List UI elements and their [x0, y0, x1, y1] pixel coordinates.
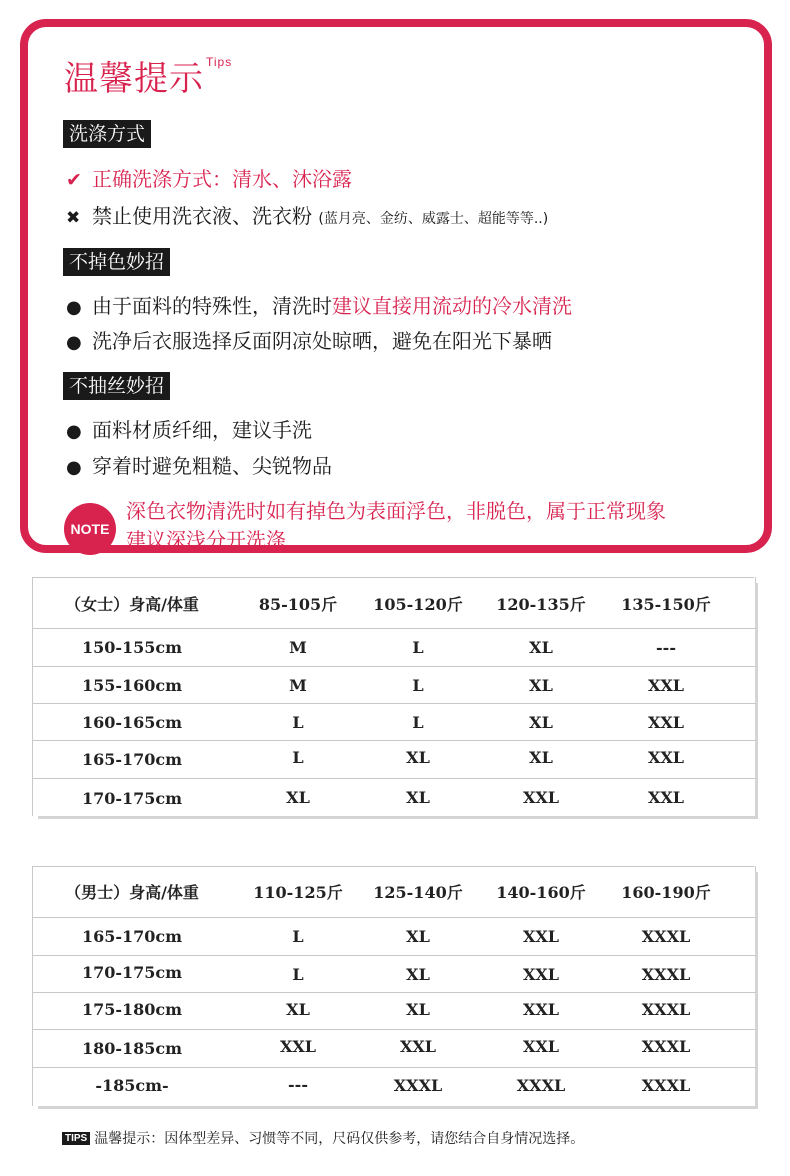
table-cell: XL: [406, 788, 430, 807]
table-row: [32, 1030, 756, 1068]
header-cell: （女士）身高/体重: [65, 595, 199, 614]
table-cell: ---: [288, 1075, 308, 1094]
header-cell: 110-125斤: [253, 883, 343, 902]
table-cell: XXL: [522, 965, 560, 984]
table-cell: L: [292, 713, 304, 732]
table-cell: XXL: [522, 1000, 560, 1019]
table-shadow: [38, 1106, 758, 1109]
table-row: [32, 918, 756, 956]
wash-correct-text: 正确洗涤方式：清水、沐浴露: [92, 167, 352, 191]
table-cell: L: [292, 965, 304, 984]
table-cell: XXXL: [641, 965, 691, 984]
table-cell: 175-180cm: [81, 1000, 183, 1019]
table-cell: XXL: [522, 1037, 560, 1056]
table-cell: XXL: [522, 927, 560, 946]
wash-forbid-text: 禁止使用洗衣液、洗衣粉: [92, 204, 312, 228]
table-row: [32, 741, 756, 779]
women-header-row: [32, 577, 756, 629]
header-cell: 120-135斤: [496, 595, 586, 614]
header-cell: 140-160斤: [496, 883, 586, 902]
fade-item-2-text: 洗净后衣服选择反面阴凉处晾晒，避免在阳光下暴晒: [92, 329, 552, 353]
women-size-table: [32, 577, 758, 821]
header-cell: 160-190斤: [621, 883, 711, 902]
table-cell: XXXL: [641, 1037, 691, 1056]
table-cell: 165-170cm: [81, 750, 183, 769]
header-cell: 105-120斤: [373, 595, 463, 614]
note-text: [126, 497, 666, 555]
table-cell: XXL: [522, 788, 560, 807]
fade-item-1: [66, 293, 572, 321]
fade-item-1-highlight: 建议直接用流动的冷水清洗: [332, 294, 572, 318]
bullet-icon: ●: [66, 297, 82, 318]
table-row: [32, 1068, 756, 1106]
table-cell: XXXL: [641, 1076, 691, 1095]
note-badge: NOTE: [64, 503, 116, 555]
table-row: [32, 667, 756, 704]
table-cell: XL: [406, 927, 430, 946]
tips-tag: TIPS: [62, 1132, 90, 1145]
table-cell: ---: [656, 638, 676, 657]
table-cell: XXL: [647, 748, 685, 767]
table-cell: M: [289, 676, 307, 695]
table-cell: XL: [406, 748, 430, 767]
table-cell: XXL: [399, 1037, 437, 1056]
table-cell: XL: [529, 676, 553, 695]
table-cell: M: [289, 638, 307, 657]
bullet-icon: ●: [66, 457, 82, 478]
table-cell: XL: [286, 1000, 310, 1019]
header-cell: （男士）身高/体重: [65, 883, 199, 902]
snag-item-1-text: 面料材质纤细，建议手洗: [92, 418, 312, 442]
cross-icon: ✖: [66, 208, 81, 228]
snag-item-1: [66, 417, 312, 445]
tips-card: [20, 19, 772, 553]
table-cell: 170-175cm: [81, 963, 183, 982]
snag-item-2: [66, 453, 332, 481]
table-cell: 170-175cm: [81, 789, 183, 808]
table-row: [32, 704, 756, 741]
note-line-1: 深色衣物清洗时如有掉色为表面浮色，非脱色，属于正常现象: [126, 499, 666, 523]
bullet-icon: ●: [66, 421, 82, 442]
table-cell: XXL: [279, 1037, 317, 1056]
table-cell: 150-155cm: [81, 638, 183, 657]
table-cell: -185cm-: [95, 1076, 169, 1095]
table-row: [32, 629, 756, 667]
table-cell: XL: [529, 713, 553, 732]
table-cell: L: [412, 713, 424, 732]
table-cell: L: [412, 676, 424, 695]
table-row: [32, 956, 756, 993]
table-cell: XXXL: [641, 927, 691, 946]
table-cell: L: [292, 927, 304, 946]
men-header-row: [32, 866, 756, 918]
header-cell: 125-140斤: [373, 883, 463, 902]
table-cell: XXXL: [641, 1000, 691, 1019]
fade-item-1-text: 由于面料的特殊性，清洗时: [92, 294, 332, 318]
footer-note: [62, 1128, 584, 1148]
tips-title-sup: Tips: [206, 55, 233, 69]
table-cell: XL: [406, 965, 430, 984]
table-cell: L: [292, 748, 304, 767]
tips-title: 温馨提示 $^{Tips}$: [64, 55, 233, 99]
wash-forbid-note: (蓝月亮、金纺、威露士、超能等等..): [318, 211, 549, 227]
table-cell: XL: [529, 748, 553, 767]
table-cell: XXXL: [516, 1076, 566, 1095]
table-cell: XL: [529, 638, 553, 657]
header-cell: 85-105斤: [258, 595, 338, 614]
table-cell: 180-185cm: [81, 1039, 183, 1058]
table-row: [32, 779, 756, 816]
fade-item-2: [66, 328, 552, 356]
table-cell: 155-160cm: [81, 676, 183, 695]
wash-section-label: 洗涤方式: [63, 120, 151, 148]
check-icon: ✔: [66, 169, 82, 191]
table-cell: XL: [286, 788, 310, 807]
wash-forbid-row: [66, 203, 548, 232]
table-cell: 165-170cm: [81, 927, 183, 946]
table-cell: XXL: [647, 676, 685, 695]
table-cell: XXL: [647, 713, 685, 732]
table-row: [32, 993, 756, 1030]
snag-section-label: 不抽丝妙招: [63, 372, 170, 400]
table-cell: XL: [406, 1000, 430, 1019]
men-size-table: [32, 866, 758, 1110]
note-line-2: 建议深浅分开洗涤: [126, 528, 286, 552]
bullet-icon: ●: [66, 332, 82, 353]
header-cell: 135-150斤: [621, 595, 711, 614]
table-cell: L: [412, 638, 424, 657]
table-cell: XXXL: [393, 1076, 443, 1095]
table-cell: XXL: [647, 788, 685, 807]
fade-section-label: 不掉色妙招: [63, 248, 170, 276]
table-cell: 160-165cm: [81, 713, 183, 732]
snag-item-2-text: 穿着时避免粗糙、尖锐物品: [92, 454, 332, 478]
footer-text: 温馨提示：因体型差异、习惯等不同，尺码仅供参考，请您结合自身情况选择。: [94, 1131, 585, 1147]
wash-correct-row: [66, 166, 352, 193]
